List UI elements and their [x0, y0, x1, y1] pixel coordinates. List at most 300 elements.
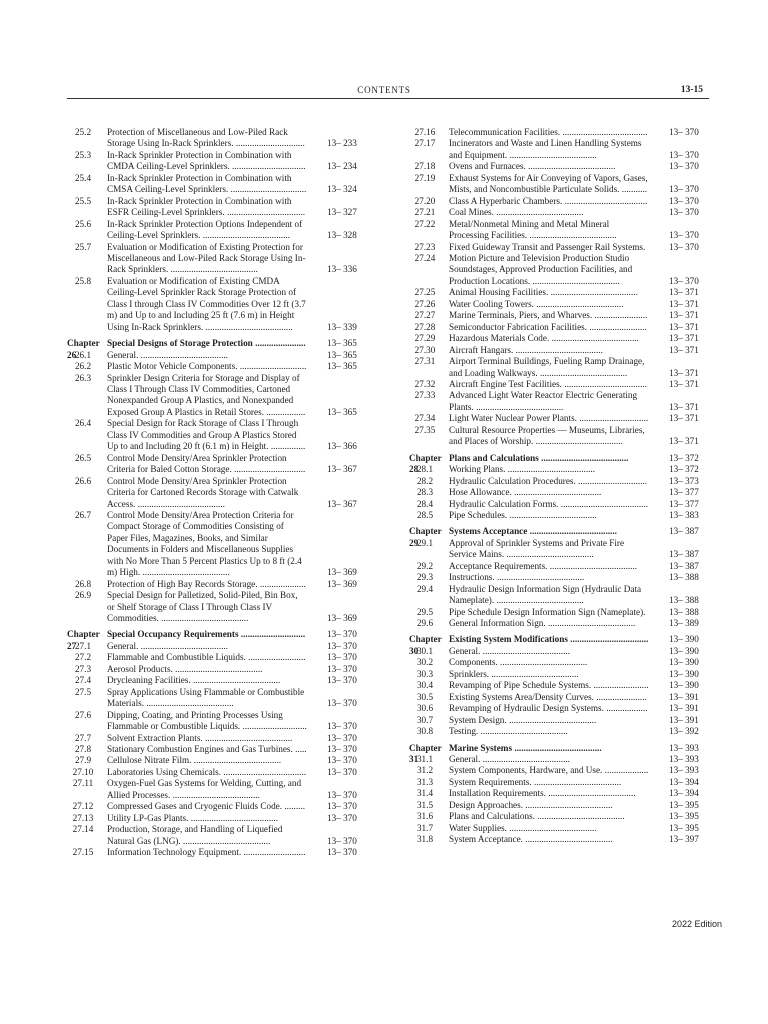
toc-entry [67, 847, 367, 858]
page-reference: 13– 371 [669, 310, 699, 321]
toc-entry [409, 310, 709, 321]
page-reference: 13– 370 [669, 230, 699, 241]
leader-dots: ................. [263, 406, 306, 417]
section-number: 27.29 [414, 333, 436, 344]
section-number: 25.4 [74, 172, 92, 183]
page-reference: 13– 336 [327, 264, 357, 275]
section-number: 26.4 [74, 418, 92, 429]
section-number: 27.32 [414, 378, 436, 389]
leader-dots: ...................... [252, 338, 306, 349]
section-title: Animal Housing Facilities. [449, 287, 549, 298]
page-reference: 13– 369 [327, 578, 357, 589]
section-title: Evaluation or Modification of Existing CMDA Ceiling-Level Sprinkler Rack Storage Protection of Class I through Class IV Commodities Over 12 ft (3.7 m) and Up to and Including 25 ft (7.6 m) in Height Using In-Rack Sprinklers. [107, 275, 306, 332]
section-number: 27.33 [414, 390, 436, 401]
page-reference: 13– 366 [327, 441, 357, 452]
section-number: 31.2 [416, 765, 434, 776]
section-title: Coal Mines. [449, 207, 494, 218]
chapter-title: Systems Acceptance [449, 526, 528, 537]
section-number: 29.5 [416, 606, 434, 617]
section-title: Revamping of Pipe Schedule Systems. [449, 680, 592, 691]
page-reference: 13– 371 [669, 344, 699, 355]
page-reference: 13– 388 [669, 595, 699, 606]
page-reference: 13– 387 [669, 560, 699, 571]
section-number: 27.4 [74, 675, 92, 686]
section-number: 27.5 [74, 686, 92, 697]
leader-dots: ...................................... [200, 230, 290, 241]
leader-dots: ...................................... [558, 498, 649, 509]
section-number: 27.18 [414, 161, 436, 172]
section-title: Approval of Sprinkler Systems and Private Fire Service Mains. [449, 537, 625, 560]
section-number: 29.2 [416, 560, 434, 571]
section-number: 31.3 [416, 776, 434, 787]
section-title: Compressed Gases and Cryogenic Fluids Code. [107, 801, 283, 812]
toc-entry [67, 744, 367, 755]
chapter-number: Chapter 29 [409, 526, 442, 548]
section-title: Working Plans. [449, 464, 506, 475]
page-reference: 13– 369 [327, 613, 357, 624]
page-reference: 13– 393 [669, 754, 699, 765]
section-number: 30.2 [416, 657, 434, 668]
section-number: 28.1 [416, 464, 434, 475]
leader-dots: ............................... [231, 464, 306, 475]
section-number: 27.11 [72, 778, 94, 789]
toc-entry [409, 499, 709, 510]
section-number: 26.2 [74, 361, 92, 372]
page-reference: 13– 371 [669, 436, 699, 447]
leader-dots: ...................................... [158, 613, 249, 624]
toc-entry [67, 778, 367, 801]
page-reference: 13– 371 [669, 333, 699, 344]
toc-entry [67, 801, 367, 812]
leader-dots: ...................... [593, 691, 647, 702]
section-number: 27.17 [414, 138, 436, 149]
section-number: 25.3 [74, 149, 92, 160]
toc-entry [67, 127, 367, 150]
section-title: In-Rack Sprinkler Protection in Combination with ESFR Ceiling-Level Sprinklers. [107, 195, 292, 218]
leader-dots: ...................................... [507, 149, 597, 160]
section-number: 31.1 [416, 754, 434, 765]
page-reference: 13– 370 [669, 275, 699, 286]
section-number: 30.4 [416, 680, 434, 691]
page-reference: 13– 365 [327, 338, 357, 349]
section-title: General. [449, 754, 481, 765]
section-title: Sprinklers. [449, 668, 490, 679]
section-number: 27.26 [414, 298, 436, 309]
section-title: Spray Applications Using Flammable or Combustible Materials. [107, 686, 305, 709]
page-reference: 13– 371 [669, 401, 699, 412]
section-title: Advanced Light Water Reactor Electric Generating Plants. [449, 390, 638, 412]
leader-dots: ...................................... [527, 230, 617, 241]
toc-entry [409, 207, 709, 218]
toc-entry [409, 754, 709, 765]
section-number: 27.25 [414, 287, 436, 298]
section-title: Hydraulic Calculation Procedures. [449, 475, 576, 486]
section-number: 27.24 [414, 252, 436, 263]
toc-entry [67, 664, 367, 675]
leader-dots: ............................ [238, 629, 306, 640]
header-rule [67, 98, 709, 99]
page-reference: 13– 387 [669, 549, 699, 560]
leader-dots: ...................................... [530, 275, 620, 286]
page-reference: 13– 370 [327, 744, 357, 755]
section-number: 26.3 [74, 372, 92, 383]
section-number: 29.3 [416, 572, 434, 583]
page-reference: 13– 370 [669, 195, 699, 206]
page-reference: 13– 370 [327, 652, 357, 663]
toc-entry [67, 361, 367, 372]
section-title: Light Water Nuclear Power Plants. [449, 413, 577, 424]
section-number: 27.9 [74, 755, 92, 766]
page-reference: 13– 372 [669, 452, 699, 463]
section-title: Cellulose Nitrate Film. [107, 755, 192, 766]
section-number: 30.1 [416, 645, 434, 656]
page-reference: 13– 370 [327, 766, 357, 777]
page-reference: 13– 395 [669, 799, 699, 810]
section-number: 26.1 [74, 349, 92, 360]
section-number: 25.5 [74, 195, 92, 206]
page-reference: 13– 370 [327, 847, 357, 858]
toc-entry [409, 333, 709, 344]
page-reference: 13– 370 [669, 127, 699, 137]
section-title: Special Design for Rack Storage of Class I Through Class IV Commodities and Group A Plastics Stored Up to and Including 20 ft (6.1 m) in Height. [107, 418, 299, 452]
toc-entry [67, 767, 367, 778]
leader-dots: ...................................... [533, 298, 624, 309]
section-title: General Information Sign. [449, 618, 546, 629]
page-reference: 13– 390 [669, 657, 699, 668]
page-reference: 13– 387 [669, 526, 699, 537]
section-title: Installation Requirements. [449, 788, 546, 799]
section-title: System Acceptance. [449, 834, 523, 845]
section-title: General. [449, 645, 481, 656]
leader-dots: ...................................... [505, 464, 596, 475]
section-title: Airport Terminal Buildings, Fueling Ramp Drainage, and Loading Walkways. [449, 356, 645, 378]
header-title: CONTENTS [357, 85, 411, 95]
section-number: 29.6 [416, 618, 434, 629]
toc-entry [409, 584, 709, 607]
page-reference: 13– 377 [669, 498, 699, 509]
toc-entry [409, 161, 709, 172]
page-reference: 13– 390 [669, 680, 699, 691]
page-reference: 13– 328 [327, 230, 357, 241]
section-title: Design Approaches. [449, 799, 523, 810]
section-title: Special Design for Palletized, Solid-Piled, Bin Box, or Shelf Storage of Class I Through Class IV Commodities. [107, 590, 298, 624]
page-reference: 13– 370 [327, 663, 357, 674]
section-number: 27.7 [74, 732, 92, 743]
page-reference: 13– 370 [327, 721, 357, 732]
section-title: Components. [449, 657, 498, 668]
page-reference: 13– 391 [669, 714, 699, 725]
toc-entry [409, 777, 709, 788]
toc-entry [409, 510, 709, 521]
section-number: 27.27 [414, 310, 436, 321]
toc-entry [67, 733, 367, 744]
section-title: Telecommunication Facilities. [449, 127, 561, 137]
leader-dots: ......................... [245, 652, 306, 663]
section-title: Information Technology Equipment. [107, 847, 242, 858]
leader-dots: .................................... [221, 766, 307, 777]
page-reference: 13– 391 [669, 703, 699, 714]
page-reference: 13– 371 [669, 298, 699, 309]
section-title: Hazardous Materials Code. [449, 333, 550, 344]
leader-dots: ...................................... [533, 436, 623, 447]
leader-dots: ...................................... [507, 509, 597, 520]
leader-dots: ...................................... [549, 333, 639, 344]
page-reference: 13– 370 [669, 149, 699, 160]
toc-entry [67, 242, 367, 276]
edition-label: 2022 Edition [671, 919, 722, 929]
leader-dots: ...................................... [140, 567, 230, 578]
section-title: Control Mode Density/Area Sprinkler Protection Criteria for Cartoned Records Storage with Catwalk Access. [107, 475, 299, 509]
section-title: Evaluation or Modification of Existing Protection for Miscellaneous and Low-Piled Rack Storage Using In-Rack Sprinklers. [107, 241, 306, 275]
section-number: 27.1 [74, 640, 92, 651]
leader-dots: .................... [257, 578, 306, 589]
section-title: Protection of Miscellaneous and Low-Piled Rack Storage Using In-Rack Sprinklers. [107, 127, 288, 149]
leader-dots: .............................. [576, 413, 649, 424]
toc-entry [67, 755, 367, 766]
toc-entry [67, 687, 367, 710]
toc-entry [409, 127, 709, 138]
page-reference: 13– 397 [669, 834, 699, 845]
section-title: System Design. [449, 714, 507, 725]
toc-entry [409, 390, 709, 413]
leader-dots: ...................................... [191, 755, 282, 766]
leader-dots: ............................ [240, 721, 307, 732]
section-number: 29.4 [416, 583, 434, 594]
leader-dots: ...................................... [537, 367, 628, 378]
page-reference: 13– 370 [327, 789, 357, 800]
toc-entry [409, 299, 709, 310]
page-reference: 13– 372 [669, 464, 699, 475]
toc-entry [409, 425, 709, 448]
toc-entry [67, 813, 367, 824]
toc-entry [409, 561, 709, 572]
page-reference: 13– 327 [327, 207, 357, 218]
page-reference: 13– 393 [669, 765, 699, 776]
toc-entry [409, 322, 709, 333]
toc-entry [67, 510, 367, 579]
section-number: 27.13 [72, 812, 94, 823]
leader-dots: .................................... [562, 195, 648, 206]
leader-dots: ...................................... [473, 401, 564, 412]
chapter-number: Chapter 27 [67, 629, 100, 651]
toc-entry [409, 345, 709, 356]
leader-dots: ...................................... [523, 799, 613, 810]
toc-entry [67, 219, 367, 242]
section-title: In-Rack Sprinkler Protection in Combination with CMSA Ceiling-Level Sprinklers. [107, 172, 292, 195]
leader-dots: ...................................... [494, 595, 584, 606]
page-reference: 13– 394 [669, 788, 699, 799]
section-title: Control Mode Density/Area Sprinkler Protection Criteria for Baled Cotton Storage. [107, 452, 287, 475]
section-title: In-Rack Sprinkler Protection in Combination with CMDA Ceiling-Level Sprinklers. [107, 149, 292, 172]
leader-dots: ...................................... [138, 349, 228, 360]
chapter-number: Chapter 28 [409, 452, 442, 475]
toc-entry [409, 464, 709, 475]
toc-entry [409, 242, 709, 253]
leader-dots: ............... [268, 441, 306, 452]
section-number: 27.14 [72, 824, 94, 835]
page-reference: 13– 370 [327, 755, 357, 766]
section-number: 27.10 [72, 766, 94, 777]
section-number: 27.8 [74, 744, 92, 755]
toc-entry [67, 476, 367, 510]
page-reference: 13– 370 [669, 207, 699, 218]
page-reference: 13– 388 [669, 572, 699, 583]
leader-dots: ...................................... [538, 452, 629, 463]
section-title: Production, Storage, and Handling of Liquefied Natural Gas (LNG). [107, 824, 283, 846]
toc-entry [409, 823, 709, 834]
section-title: Metal/Nonmetal Mining and Metal Mineral Processing Facilities. [449, 218, 610, 241]
toc-entry [409, 726, 709, 737]
section-title: General. [107, 349, 139, 360]
section-number: 27.28 [414, 321, 436, 332]
page-reference: 13– 370 [327, 629, 357, 640]
section-number: 30.8 [416, 726, 434, 737]
leader-dots: ...................................... [511, 487, 602, 498]
section-title: Utility LP-Gas Plants. [107, 812, 189, 823]
page-reference: 13– 371 [669, 321, 699, 332]
page-reference: 13– 365 [327, 361, 357, 372]
section-title: System Requirements. [449, 776, 532, 787]
leader-dots: ................................. [228, 184, 307, 195]
leader-dots: ....................... [592, 310, 648, 321]
section-title: Water Cooling Towers. [449, 298, 534, 309]
section-number: 31.8 [416, 834, 434, 845]
section-number: 31.6 [416, 811, 434, 822]
section-number: 27.30 [414, 344, 436, 355]
toc-entry [409, 646, 709, 657]
toc-entry [67, 196, 367, 219]
page-reference: 13– 389 [669, 618, 699, 629]
leader-dots: ...................................... [545, 788, 636, 799]
leader-dots: ...................................... [504, 549, 594, 560]
section-number: 28.3 [416, 487, 434, 498]
toc-entry [409, 487, 709, 498]
section-number: 27.21 [414, 207, 436, 218]
section-number: 27.35 [414, 424, 436, 435]
toc-entry [409, 138, 709, 161]
leader-dots: .................. [603, 703, 648, 714]
section-number: 27.22 [414, 218, 436, 229]
toc-entry [409, 834, 709, 845]
leader-dots: ...................................... [190, 675, 281, 686]
leader-dots: ......... [282, 801, 306, 812]
toc-entry [409, 356, 709, 379]
section-number: 27.12 [72, 801, 94, 812]
leader-dots: ........................ [591, 680, 649, 691]
leader-dots: .................................. [567, 634, 649, 645]
toc-entry [67, 453, 367, 476]
section-number: 29.1 [416, 537, 434, 548]
leader-dots: ...................................... [527, 526, 617, 537]
leader-dots: ..................................... [560, 127, 648, 137]
page-reference: 13– 370 [669, 161, 699, 172]
page-reference: 13– 395 [669, 822, 699, 833]
page-reference: 13– 369 [327, 567, 357, 578]
page-reference: 13– 371 [669, 287, 699, 298]
leader-dots: ...................................... [506, 822, 597, 833]
section-number: 31.5 [416, 799, 434, 810]
toc-entry [409, 657, 709, 668]
section-number: 25.7 [74, 241, 92, 252]
leader-dots: ...................................... [522, 834, 613, 845]
toc-entry [409, 692, 709, 703]
section-number: 26.6 [74, 475, 92, 486]
leader-dots: ...................................... [531, 776, 622, 787]
section-title: Pipe Schedule Design Information Sign (Nameplate). [449, 606, 646, 617]
section-title: Aircraft Hangars. [449, 344, 514, 355]
leader-dots: ...................................... [188, 812, 278, 823]
page-reference: 13– 370 [669, 241, 699, 252]
page-reference: 13– 371 [669, 378, 699, 389]
toc-entry [67, 150, 367, 173]
section-title: Plans and Calculations. [449, 811, 535, 822]
chapter-number: Chapter 26 [67, 338, 100, 360]
header-page-number: 13-15 [680, 85, 703, 95]
section-number: 26.9 [74, 590, 92, 601]
page-reference: 13– 367 [327, 464, 357, 475]
page-reference: 13– 388 [669, 606, 699, 617]
toc-entry [67, 373, 367, 419]
toc-entry [67, 710, 367, 733]
toc-entry [409, 715, 709, 726]
page-reference: 13– 392 [669, 726, 699, 737]
section-title: Ovens and Furnaces. [449, 161, 526, 172]
toc-entry [67, 675, 367, 686]
page-reference: 13– 377 [669, 487, 699, 498]
section-title: Semiconductor Fabrication Facilities. [449, 321, 588, 332]
toc-entry [409, 173, 709, 196]
toc-entry [67, 590, 367, 624]
leader-dots: ...................................... [480, 645, 570, 656]
leader-dots: .................................. [224, 207, 306, 218]
leader-dots: ...................................... [525, 161, 616, 172]
toc-left-column [67, 127, 367, 859]
page-reference: 13– 324 [327, 184, 357, 195]
toc-entry [409, 379, 709, 390]
toc-entry [409, 669, 709, 680]
toc-entry [409, 680, 709, 691]
page-reference: 13– 370 [327, 640, 357, 651]
section-number: 27.2 [74, 652, 92, 663]
toc-entry [67, 350, 367, 361]
toc-entry [409, 618, 709, 629]
section-number: 31.4 [416, 788, 434, 799]
section-title: Incinerators and Waste and Linen Handling Systems and Equipment. [449, 138, 642, 160]
toc-entry [409, 287, 709, 298]
page-reference: 13– 233 [327, 138, 357, 149]
section-title: Exhaust Systems for Air Conveying of Vapors, Gases, Mists, and Noncombustible Particulate Solids. [449, 172, 648, 195]
leader-dots: ................... [602, 765, 649, 776]
leader-dots: ...................................... [497, 657, 588, 668]
chapter-title: Plans and Calculations [449, 452, 539, 463]
section-title: Cultural Resource Properties — Museums, Libraries, and Places of Worship. [449, 424, 645, 447]
page-reference: 13– 394 [669, 776, 699, 787]
section-number: 27.3 [74, 663, 92, 674]
section-number: 30.5 [416, 691, 434, 702]
leader-dots: ........................... [241, 847, 306, 858]
page-reference: 13– 367 [327, 498, 357, 509]
leader-dots: ...................................... [172, 663, 263, 674]
leader-dots: ...................................... [545, 618, 636, 629]
section-title: Revamping of Hydraulic Design Systems. [449, 703, 604, 714]
section-number: 28.5 [416, 509, 434, 520]
chapter-title: Special Occupancy Requirements [107, 629, 239, 640]
section-number: 27.6 [74, 709, 92, 720]
section-number: 30.6 [416, 703, 434, 714]
section-number: 27.16 [414, 127, 436, 137]
section-number: 25.6 [74, 218, 92, 229]
chapter-number: Chapter 31 [409, 742, 442, 765]
